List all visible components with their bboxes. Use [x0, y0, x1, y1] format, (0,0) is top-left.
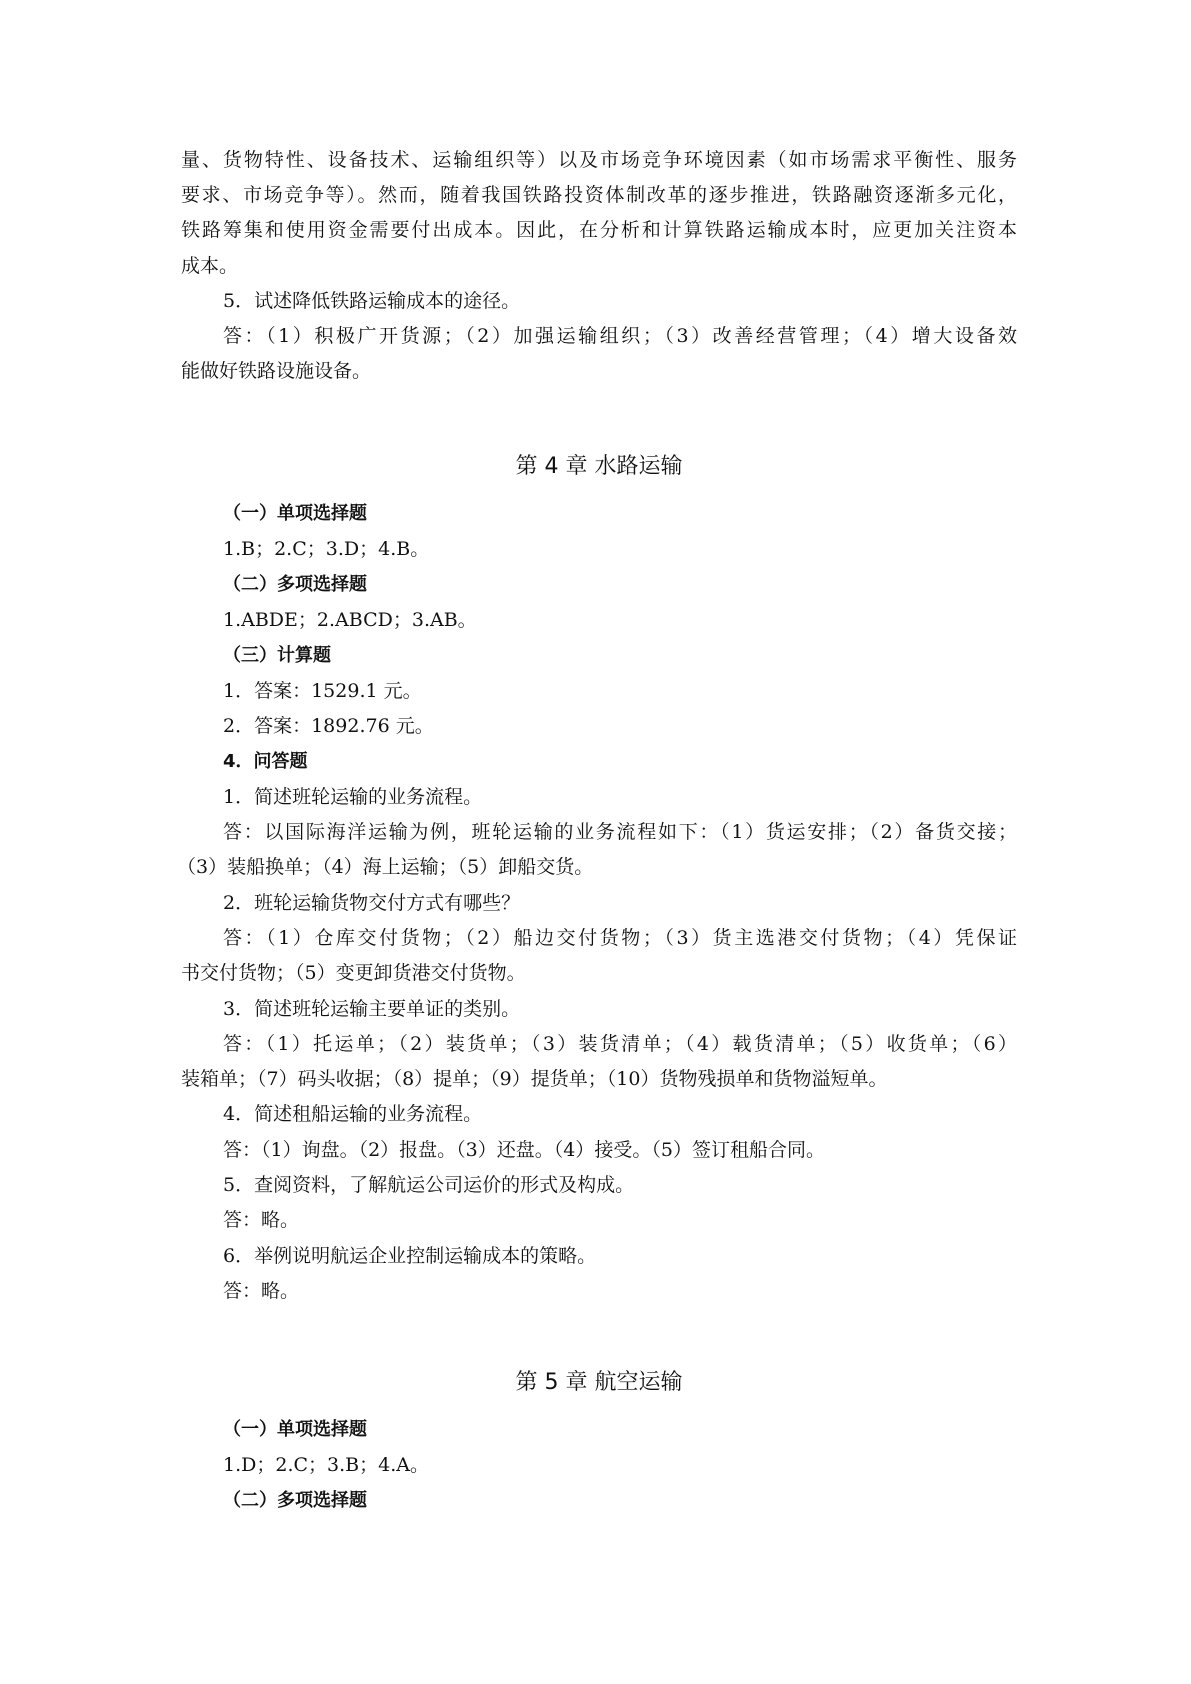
ch4-calc-answer-2: 2．答案：1892.76 元。 [223, 715, 434, 737]
ch4-answer-2-line-2: 书交付货物；（5）变更卸货港交付货物。 [181, 962, 526, 984]
intro-line-4: 成本。 [181, 255, 239, 277]
ch4-question-5: 5．查阅资料，了解航运公司运价的形式及构成。 [223, 1174, 635, 1196]
ch5-section-2-heading: （二）多项选择题 [223, 1490, 367, 1511]
chapter-4-title: 第 4 章 水路运输 [515, 454, 683, 479]
ch5-section-1-heading: （一）单项选择题 [223, 1419, 367, 1440]
ch4-question-2: 2．班轮运输货物交付方式有哪些？ [223, 892, 521, 914]
ch5-section-1-answers: 1.D；2.C；3.B；4.A。 [223, 1454, 429, 1476]
ch4-section-2-answers: 1.ABDE；2.ABCD；3.AB。 [223, 609, 477, 631]
ch4-question-6: 6．举例说明航运企业控制运输成本的策略。 [223, 1245, 597, 1267]
ch4-answer-2-line-1: 答：（1）仓库交付货物；（2）船边交付货物；（3）货主选港交付货物；（4）凭保证 [223, 927, 1017, 949]
ch4-answer-3-line-2: 装箱单；（7）码头收据；（8）提单；（9）提货单；（10）货物残损单和货物溢短单。 [181, 1068, 888, 1090]
ch4-question-3: 3．简述班轮运输主要单证的类别。 [223, 998, 521, 1020]
ch4-calc-answer-1: 1．答案：1529.1 元。 [223, 680, 422, 702]
intro-line-3: 铁路筹集和使用资金需要付出成本。因此，在分析和计算铁路运输成本时，应更加关注资本 [181, 219, 1017, 241]
ch4-section-1-heading: （一）单项选择题 [223, 503, 367, 524]
ch4-question-1: 1．简述班轮运输的业务流程。 [223, 786, 483, 808]
ch4-answer-1-line-1: 答：以国际海洋运输为例，班轮运输的业务流程如下：（1）货运安排；（2）备货交接； [223, 821, 1017, 843]
chapter-5-title: 第 5 章 航空运输 [515, 1370, 683, 1395]
answer-5-line-2: 能做好铁路设施设备。 [181, 360, 372, 382]
question-5: 5．试述降低铁路运输成本的途径。 [223, 290, 521, 312]
intro-line-1: 量、货物特性、设备技术、运输组织等）以及市场竞争环境因素（如市场需求平衡性、服务 [181, 149, 1017, 171]
ch4-answer-6: 答：略。 [223, 1280, 300, 1302]
answer-5-line-1: 答：（1）积极广开货源；（2）加强运输组织；（3）改善经营管理；（4）增大设备效 [223, 325, 1017, 347]
ch4-section-4-heading: 4．问答题 [223, 751, 308, 772]
ch4-answer-4: 答：（1）询盘。（2）报盘。（3）还盘。（4）接受。（5）签订租船合同。 [223, 1139, 825, 1161]
intro-line-2: 要求、市场竞争等）。然而，随着我国铁路投资体制改革的逐步推进，铁路融资逐渐多元化， [181, 184, 1017, 206]
ch4-section-2-heading: （二）多项选择题 [223, 574, 367, 595]
ch4-question-4: 4．简述租船运输的业务流程。 [223, 1103, 483, 1125]
ch4-answer-5: 答：略。 [223, 1209, 300, 1231]
ch4-section-1-answers: 1.B；2.C；3.D；4.B。 [223, 538, 430, 560]
ch4-answer-3-line-1: 答：（1）托运单；（2）装货单；（3）装货清单；（4）载货清单；（5）收货单；（6） [223, 1033, 1017, 1055]
ch4-answer-1-line-2: （3）装船换单；（4）海上运输；（5）卸船交货。 [177, 856, 594, 878]
ch4-section-3-heading: （三）计算题 [223, 645, 331, 666]
